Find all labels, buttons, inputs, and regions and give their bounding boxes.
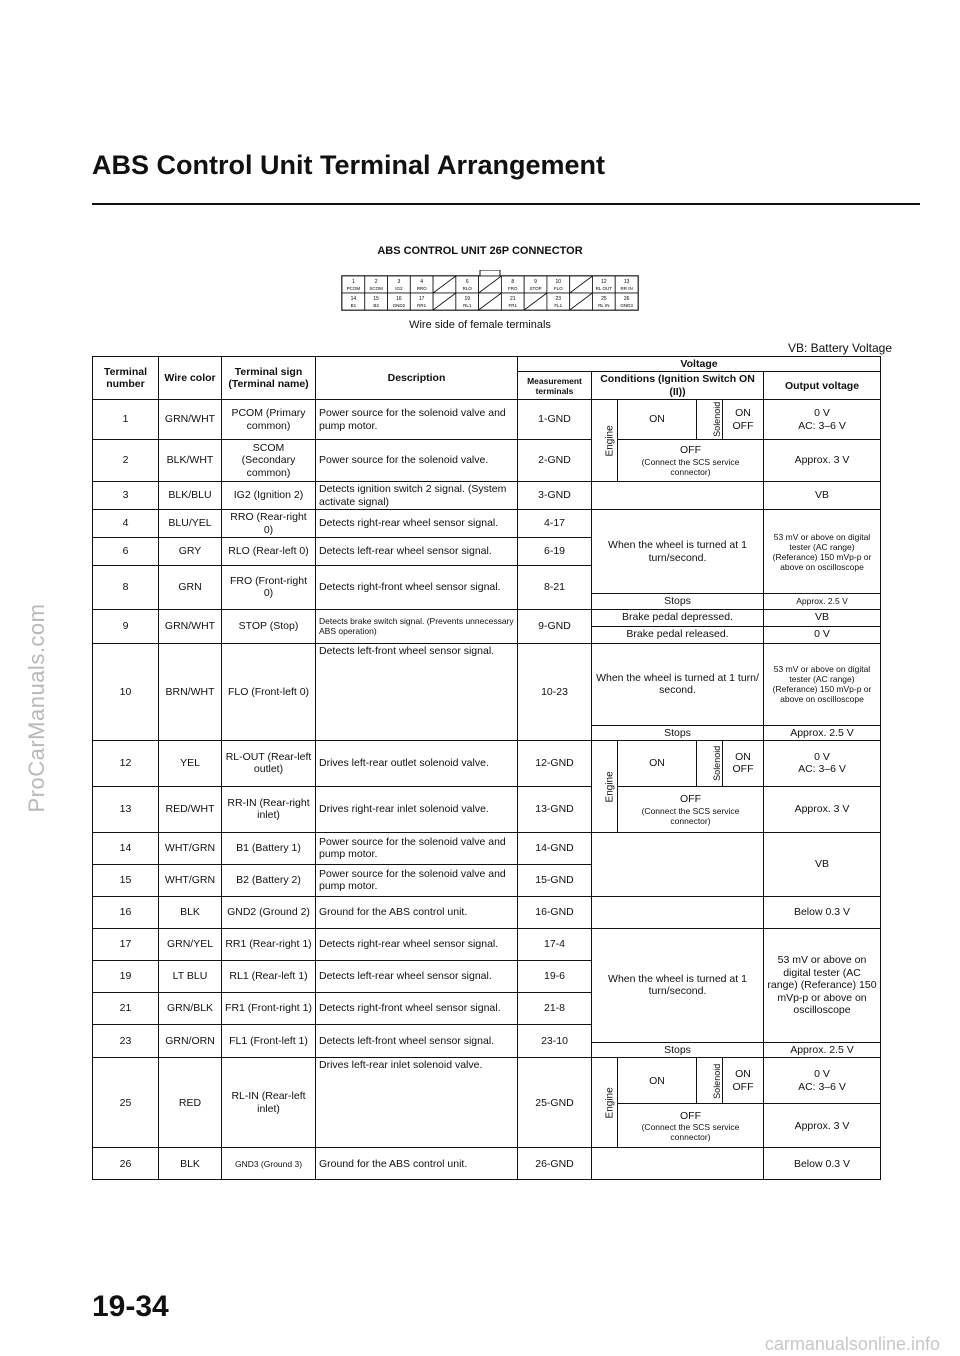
solenoid-label: Solenoid: [697, 1058, 723, 1104]
header-conditions: Conditions (Ignition Switch ON (II)): [592, 372, 764, 400]
output-voltage: VB: [764, 609, 881, 626]
engine-off: [618, 440, 764, 482]
output-voltage: 53 mV or above on digital tester (AC range) (Referance) 150 mVp-p or above on oscilloscope: [764, 510, 881, 594]
solenoid-states: [723, 740, 764, 786]
wire-color: WHT/GRN: [159, 864, 222, 896]
conditions-empty: [592, 482, 764, 510]
wire-color: YEL: [159, 740, 222, 786]
description: Ground for the ABS control unit.: [316, 1148, 518, 1180]
svg-text:19: 19: [464, 296, 471, 302]
terminal-sign: FLO (Front-left 0): [222, 643, 316, 740]
measurement: 8-21: [518, 566, 592, 609]
header-description: Description: [316, 357, 518, 400]
connector-terminal: [342, 276, 365, 293]
wire-color: BLK: [159, 896, 222, 928]
output-voltage: 53 mV or above on digital tester (AC range) (Referance) 150 mVp-p or above on oscilloscope: [764, 643, 881, 725]
output-voltage: Approx. 3 V: [764, 1104, 881, 1148]
engine-on: ON: [618, 740, 697, 786]
measurement: 26-GND: [518, 1148, 592, 1180]
terminal-sign: RRO (Rear-right 0): [222, 510, 316, 538]
measurement: 16-GND: [518, 896, 592, 928]
svg-text:B1: B1: [350, 303, 357, 308]
description: Detects left-rear wheel sensor signal.: [316, 960, 518, 992]
connector-terminal: [592, 276, 615, 293]
engine-off-label: OFF: [680, 1109, 701, 1122]
page-title: ABS Control Unit Terminal Arrangement: [92, 150, 606, 180]
description: Detects left-front wheel sensor signal.: [316, 643, 518, 740]
conditions-empty: [592, 1148, 764, 1180]
terminal-sign: GND2 (Ground 2): [222, 896, 316, 928]
wire-color: BRN/WHT: [159, 643, 222, 740]
measurement: 14-GND: [518, 832, 592, 864]
terminal-number: 2: [93, 440, 159, 482]
description: Detects brake switch signal. (Prevents unnecessary ABS operation): [316, 609, 518, 643]
scs-note: (Connect the SCS service connector): [641, 805, 740, 826]
svg-text:10: 10: [555, 279, 562, 285]
svg-text:15: 15: [373, 296, 379, 302]
connector-caption: ABS CONTROL UNIT 26P CONNECTOR: [377, 245, 583, 257]
header-voltage: Voltage: [518, 357, 881, 372]
svg-text:B2: B2: [373, 303, 379, 308]
svg-text:14: 14: [350, 296, 357, 302]
terminal-sign: RL1 (Rear-left 1): [222, 960, 316, 992]
stops-condition: Stops: [592, 594, 764, 609]
solenoid-off: OFF: [732, 1080, 754, 1093]
engine-label: Engine: [592, 1058, 618, 1148]
svg-text:23: 23: [555, 296, 562, 302]
terminal-sign: SCOM (Secondary common): [222, 440, 316, 482]
wire-color: GRN: [159, 566, 222, 609]
connector-terminal: [615, 293, 638, 310]
footer-watermark: carmanualsonline.info: [764, 1334, 940, 1354]
stops-condition: Stops: [592, 725, 764, 740]
terminal-sign: RL-IN (Rear-left inlet): [222, 1058, 316, 1148]
terminal-number: 3: [93, 482, 159, 510]
description: Detects left-front wheel sensor signal.: [316, 1024, 518, 1057]
description: Power source for the solenoid valve.: [316, 440, 518, 482]
measurement: 13-GND: [518, 786, 592, 832]
output-voltage: Approx. 2.5 V: [764, 725, 881, 740]
measurement: 9-GND: [518, 609, 592, 643]
svg-text:FR1: FR1: [508, 303, 518, 308]
description: Power source for the solenoid valve and pump motor.: [316, 832, 518, 864]
svg-text:17: 17: [418, 296, 425, 302]
svg-text:12: 12: [601, 279, 607, 285]
description: Detects right-front wheel sensor signal.: [316, 992, 518, 1024]
svg-text:26: 26: [623, 296, 630, 302]
terminal-number: 8: [93, 566, 159, 609]
terminal-sign: STOP (Stop): [222, 609, 316, 643]
solenoid-on: ON: [735, 751, 751, 763]
conditions-empty: [592, 896, 764, 928]
terminal-sign: IG2 (Ignition 2): [222, 482, 316, 510]
connector-terminal: [456, 276, 479, 293]
svg-text:SCOM: SCOM: [369, 286, 383, 291]
engine-label: Engine: [592, 400, 618, 482]
description: Detects right-rear wheel sensor signal.: [316, 510, 518, 538]
terminal-number: 10: [93, 643, 159, 740]
svg-text:FRO: FRO: [508, 286, 518, 291]
svg-text:13: 13: [623, 279, 630, 285]
terminal-number: 25: [93, 1058, 159, 1148]
vb-note: VB: Battery Voltage: [787, 341, 892, 355]
solenoid-on: ON: [735, 407, 751, 420]
terminal-sign: RL-OUT (Rear-left outlet): [222, 740, 316, 786]
output-voltage: Below 0.3 V: [764, 1148, 881, 1180]
measurement: 17-4: [518, 928, 592, 960]
connector-terminal: [479, 276, 502, 293]
terminal-sign: RR1 (Rear-right 1): [222, 928, 316, 960]
solenoid-label: Solenoid: [697, 400, 723, 440]
output-off: AC: 3–6 V: [798, 763, 846, 776]
terminal-number: 19: [93, 960, 159, 992]
engine-off: [618, 786, 764, 832]
measurement: 10-23: [518, 643, 592, 740]
engine-off-label: OFF: [680, 444, 701, 457]
terminal-number: 9: [93, 609, 159, 643]
description: Drives right-rear inlet solenoid valve.: [316, 786, 518, 832]
output-voltage: [764, 740, 881, 786]
terminal-number: 26: [93, 1148, 159, 1180]
measurement: 12-GND: [518, 740, 592, 786]
measurement: 23-10: [518, 1024, 592, 1057]
output-voltage: 0 V: [764, 626, 881, 643]
connector-terminal: [388, 276, 411, 293]
solenoid-on: ON: [735, 1068, 751, 1081]
connector-terminal: [433, 293, 456, 310]
engine-on: ON: [618, 400, 697, 440]
connector-terminal: [388, 293, 411, 310]
wire-color: GRN/BLK: [159, 992, 222, 1024]
measurement: 3-GND: [518, 482, 592, 510]
connector-terminal: [342, 293, 365, 310]
engine-label: Engine: [592, 740, 618, 832]
description: Drives left-rear inlet solenoid valve.: [316, 1058, 518, 1148]
connector-terminal: [365, 293, 388, 310]
wire-color: GRN/YEL: [159, 928, 222, 960]
connector-terminal: [570, 293, 593, 310]
header-wire: Wire color: [159, 357, 222, 400]
wire-color: RED/WHT: [159, 786, 222, 832]
stops-condition: Stops: [592, 1042, 764, 1057]
description: Detects left-rear wheel sensor signal.: [316, 538, 518, 566]
output-voltage: Approx. 2.5 V: [764, 1042, 881, 1057]
svg-text:9: 9: [534, 279, 537, 285]
measurement: 21-8: [518, 992, 592, 1024]
svg-text:FLO: FLO: [553, 286, 563, 291]
connector-terminal: [479, 293, 502, 310]
terminal-sign: GND3 (Ground 3): [222, 1148, 316, 1180]
svg-text:2: 2: [374, 279, 378, 285]
header-measurement: Measurement terminals: [518, 372, 592, 400]
output-voltage: 53 mV or above on digital tester (AC range) (Referance) 150 mVp-p or above on oscilloscope: [764, 928, 881, 1042]
svg-text:IG2: IG2: [395, 286, 403, 291]
svg-text:RL IN: RL IN: [598, 303, 610, 308]
header-output: Output voltage: [764, 372, 881, 400]
solenoid-states: [723, 1058, 764, 1104]
measurement: 19-6: [518, 960, 592, 992]
terminal-sign: RR-IN (Rear-right inlet): [222, 786, 316, 832]
measurement: 1-GND: [518, 400, 592, 440]
output-voltage: Below 0.3 V: [764, 896, 881, 928]
description: Detects right-rear wheel sensor signal.: [316, 928, 518, 960]
description: Detects ignition switch 2 signal. (System activate signal): [316, 482, 518, 510]
wire-color: GRN/WHT: [159, 400, 222, 440]
measurement: 25-GND: [518, 1058, 592, 1148]
output-on: 0 V: [814, 1068, 830, 1081]
measurement: 15-GND: [518, 864, 592, 896]
output-off: AC: 3–6 V: [798, 419, 846, 432]
connector-terminal: [433, 276, 456, 293]
scs-note: (Connect the SCS service connector): [641, 456, 740, 477]
engine-on: ON: [618, 1058, 697, 1104]
svg-text:FL1: FL1: [554, 303, 563, 308]
wire-color: BLU/YEL: [159, 510, 222, 538]
solenoid-label: Solenoid: [697, 740, 723, 786]
wire-color: GRN/ORN: [159, 1024, 222, 1057]
page-number: 19-34: [92, 1290, 169, 1323]
wheel-turn-condition: When the wheel is turned at 1 turn/ second.: [592, 643, 764, 725]
wheel-turn-condition: When the wheel is turned at 1 turn/second.: [592, 510, 764, 594]
brake-released: Brake pedal released.: [592, 626, 764, 643]
engine-off: [618, 1104, 764, 1148]
svg-text:6: 6: [465, 279, 469, 285]
terminal-sign: RLO (Rear-left 0): [222, 538, 316, 566]
svg-text:4: 4: [420, 279, 424, 285]
output-voltage: [764, 400, 881, 440]
svg-text:21: 21: [509, 296, 516, 302]
wire-color: BLK: [159, 1148, 222, 1180]
terminal-sign: PCOM (Primary common): [222, 400, 316, 440]
output-on: 0 V: [814, 751, 830, 763]
connector-terminal: [524, 293, 547, 310]
connector-terminal: [570, 276, 593, 293]
connector-terminal: [501, 276, 524, 293]
connector-terminal: [524, 276, 547, 293]
output-voltage: [764, 1058, 881, 1104]
conditions-empty: [592, 832, 764, 896]
wire-color: GRN/WHT: [159, 609, 222, 643]
svg-text:16: 16: [396, 296, 402, 302]
header-sign: Terminal sign (Terminal name): [222, 357, 316, 400]
solenoid-states: [723, 400, 764, 440]
terminal-sign: FL1 (Front-left 1): [222, 1024, 316, 1057]
wire-color: BLK/BLU: [159, 482, 222, 510]
svg-text:GND3: GND3: [620, 303, 633, 308]
measurement: 4-17: [518, 510, 592, 538]
output-on: 0 V: [814, 407, 830, 420]
terminal-number: 17: [93, 928, 159, 960]
terminal-number: 15: [93, 864, 159, 896]
svg-text:RR1: RR1: [417, 303, 427, 308]
measurement: 2-GND: [518, 440, 592, 482]
terminal-number: 12: [93, 740, 159, 786]
connector-terminal: [365, 276, 388, 293]
terminal-number: 14: [93, 832, 159, 864]
wheel-turn-condition: When the wheel is turned at 1 turn/second.: [592, 928, 764, 1042]
output-voltage: VB: [764, 832, 881, 896]
description: Power source for the solenoid valve and pump motor.: [316, 400, 518, 440]
solenoid-off: OFF: [732, 763, 754, 776]
svg-text:8: 8: [511, 279, 515, 285]
svg-text:RL1: RL1: [463, 303, 472, 308]
output-voltage: Approx. 3 V: [764, 786, 881, 832]
connector-subcaption: Wire side of female terminals: [409, 319, 551, 331]
svg-text:RL OUT: RL OUT: [595, 286, 613, 291]
output-voltage: VB: [764, 482, 881, 510]
connector-terminal: [501, 293, 524, 310]
terminal-table: [92, 356, 881, 1180]
connector-terminal: [547, 293, 570, 310]
terminal-sign: FRO (Front-right 0): [222, 566, 316, 609]
connector-terminal: [615, 276, 638, 293]
terminal-number: 23: [93, 1024, 159, 1057]
terminal-number: 4: [93, 510, 159, 538]
wire-color: BLK/WHT: [159, 440, 222, 482]
output-voltage: Approx. 2.5 V: [764, 594, 881, 609]
svg-text:GND2: GND2: [392, 303, 406, 308]
wire-color: RED: [159, 1058, 222, 1148]
svg-text:1: 1: [351, 279, 355, 285]
terminal-sign: B1 (Battery 1): [222, 832, 316, 864]
terminal-number: 6: [93, 538, 159, 566]
brake-depressed: Brake pedal depressed.: [592, 609, 764, 626]
svg-text:25: 25: [601, 296, 607, 302]
terminal-number: 1: [93, 400, 159, 440]
connector-terminal: [410, 276, 433, 293]
connector-terminal: [547, 276, 570, 293]
engine-off-label: OFF: [680, 793, 701, 806]
sidebar-watermark: ProCarManuals.com: [24, 603, 49, 813]
description: Ground for the ABS control unit.: [316, 896, 518, 928]
connector-terminal: [592, 293, 615, 310]
svg-text:RRO: RRO: [416, 286, 427, 291]
description: Drives left-rear outlet solenoid valve.: [316, 740, 518, 786]
header-terminal: Terminal number: [93, 357, 159, 400]
terminal-sign: B2 (Battery 2): [222, 864, 316, 896]
svg-text:RR IN: RR IN: [620, 286, 633, 291]
connector-diagram: [340, 270, 640, 316]
solenoid-off: OFF: [732, 419, 754, 432]
svg-text:RLO: RLO: [462, 286, 472, 291]
wire-color: LT BLU: [159, 960, 222, 992]
connector-terminal: [410, 293, 433, 310]
terminal-number: 16: [93, 896, 159, 928]
measurement: 6-19: [518, 538, 592, 566]
output-off: AC: 3–6 V: [798, 1080, 846, 1093]
svg-text:3: 3: [397, 279, 401, 285]
terminal-sign: FR1 (Front-right 1): [222, 992, 316, 1024]
scs-note: (Connect the SCS service connector): [641, 1121, 740, 1142]
wire-color: WHT/GRN: [159, 832, 222, 864]
terminal-number: 21: [93, 992, 159, 1024]
description: Power source for the solenoid valve and pump motor.: [316, 864, 518, 896]
output-voltage: Approx. 3 V: [764, 440, 881, 482]
title-rule: [92, 203, 920, 205]
svg-text:PCOM: PCOM: [346, 286, 361, 291]
wire-color: GRY: [159, 538, 222, 566]
connector-terminal: [456, 293, 479, 310]
terminal-number: 13: [93, 786, 159, 832]
description: Detects right-front wheel sensor signal.: [316, 566, 518, 609]
svg-text:STOP: STOP: [529, 286, 542, 291]
